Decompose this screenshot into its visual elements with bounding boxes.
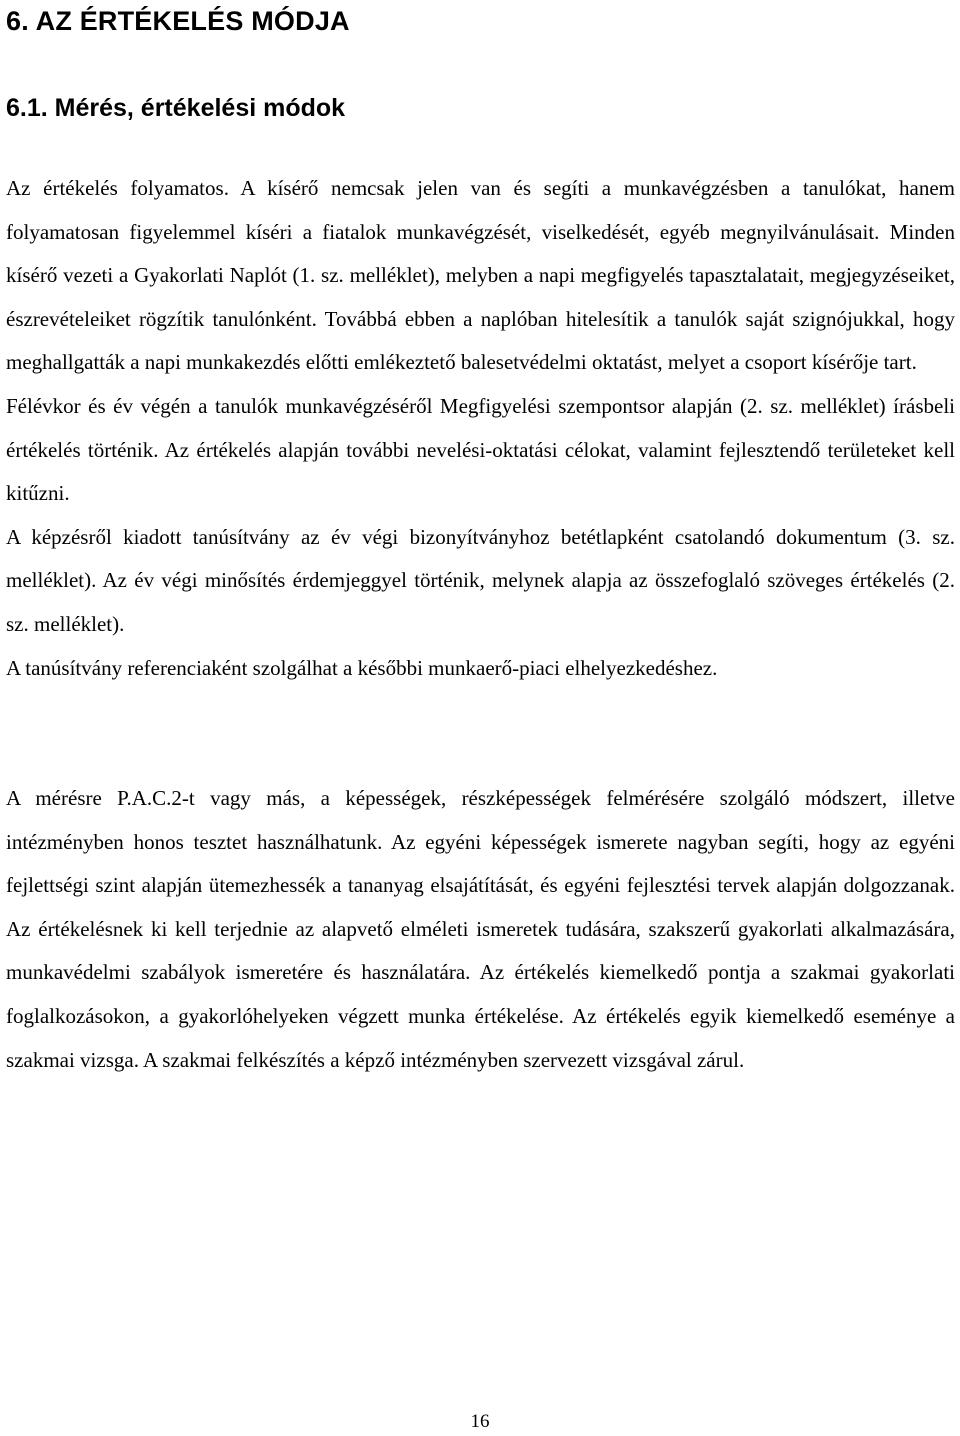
paragraph: A tanúsítvány referenciaként szolgálhat a későbbi munkaerő-piaci elhelyezkedéshez. [6, 655, 718, 680]
page-number: 16 [470, 1411, 490, 1432]
body-text-block-b [6, 777, 955, 1082]
body-text-block-a [6, 167, 955, 690]
paragraph: Az értékelés folyamatos. A kísérő nemcsak jelen van és segíti a munkavégzésben a tanulókat, hanem folyamatosan figyelemmel kíséri a fiatalok munkavégzését, viselkedését, egyéb megnyilvánulásait. Minden kísérő vezeti a Gyakorlati Naplót (1. sz. melléklet), melyben a napi megfigyelés tapasztalatait, megjegyzéseiket, észrevételeiket rögzítik tanulónként. Továbbá ebben a naplóban hitelesítik a tanulók saját szignójukkal, hogy meghallgatták a napi munkakezdés előtti emlékeztető balesetvédelmi oktatást, melyet a csoport kísérője tart. [6, 176, 955, 375]
paragraph: A képzésről kiadott tanúsítvány az év végi bizonyítványhoz betétlapként csatolandó dokumentum (3. sz. melléklet). Az év végi minősítés érdemjeggyel történik, melynek alapja az összefoglaló szöveges értékelés (2. sz. melléklet). [6, 524, 955, 636]
chapter-heading: 6. AZ ÉRTÉKELÉS MÓDJA [6, 6, 350, 36]
paragraph: Félévkor és év végén a tanulók munkavégzéséről Megfigyelési szempontsor alapján (2. sz. melléklet) írásbeli értékelés történik. Az értékelés alapján további nevelési-oktatási célokat, valamint fejlesztendő területeket kell kitűzni. [6, 393, 955, 506]
paragraph: A mérésre P.A.C.2-t vagy más, a képességek, részképességek felmérésére szolgáló módszert, illetve intézményben honos tesztet használhatunk. Az egyéni képességek ismerete nagyban segíti, hogy az egyéni fejlettségi szint alapján ütemezhessék a tananyag elsajátítását, és egyéni fejlesztési tervek alapján dolgozzanak. Az értékelésnek ki kell terjednie az alapvető elméleti ismeretek tudására, szakszerű gyakorlati alkalmazására, munkavédelmi szabályok ismeretére és használatára. Az értékelés kiemelkedő pontja a szakmai gyakorlati foglalkozásokon, a gyakorlóhelyeken végzett munka értékelése. Az értékelés egyik kiemelkedő eseménye a szakmai vizsga. A szakmai felkészítés a képző intézményben szervezett vizsgával zárul. [6, 786, 955, 1072]
section-heading: 6.1. Mérés, értékelési módok [6, 94, 346, 122]
